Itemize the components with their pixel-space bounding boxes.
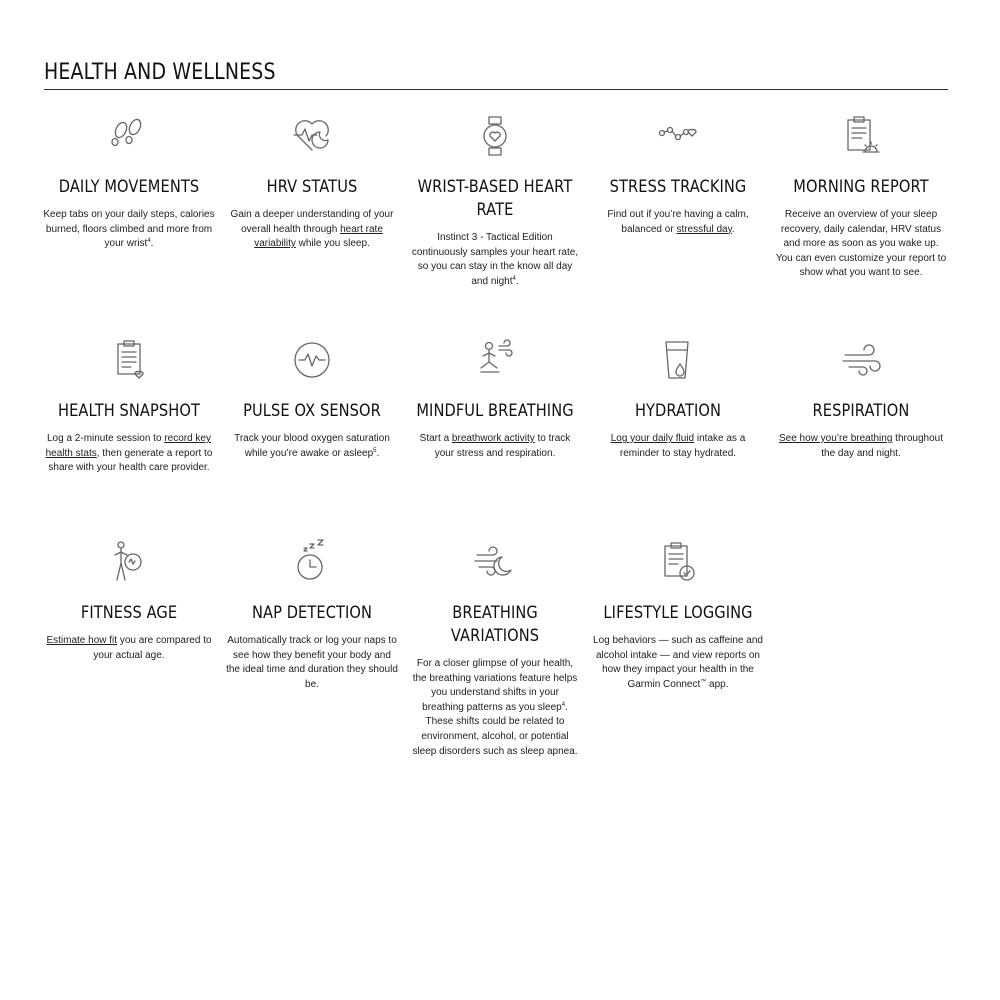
card-mindful-breathing: [409, 338, 581, 461]
breathwork-activity-link[interactable]: breathwork activity: [451, 433, 535, 444]
card-stress-tracking: [592, 114, 764, 237]
card-fitness-age: [43, 540, 215, 663]
card-pulse-ox-sensor: [226, 338, 398, 461]
card-title: BREATHING VARIATIONS: [450, 603, 540, 646]
wind-icon: [839, 338, 883, 382]
meditation-icon: [473, 338, 517, 382]
card-title: WRIST-BASED HEART RATE: [417, 177, 573, 220]
card-description: Estimate how fit you are compared to your actual age.: [46, 635, 212, 661]
water-glass-icon: [656, 338, 700, 382]
card-description: See how you’re breathing throughout the day and night.: [778, 433, 944, 459]
card-description: Instinct 3 - Tactical Edition continuously samples your heart rate, so you can stay in the know all day and night$^4$.: [411, 232, 579, 287]
card-description: For a closer glimpse of your health, the breathing variations feature helps you understand shifts in your breathing patterns as you sleep$^4$. These shifts could be related to environment, alcohol, or potential sleep disorders such as sleep apnea.: [412, 658, 578, 757]
card-health-snapshot: [43, 338, 215, 476]
stressful-day-link[interactable]: stressful day: [676, 223, 732, 235]
heart-rate-moon-icon: [290, 114, 334, 158]
section-title: HEALTH AND WELLNESS: [44, 60, 276, 85]
card-title: HRV STATUS: [266, 177, 358, 197]
nap-clock-icon: [290, 540, 334, 584]
heart-rate-variability-link[interactable]: heart rate variability: [254, 223, 383, 250]
card-nap-detection: [226, 540, 398, 692]
card-title: FITNESS AGE: [80, 603, 178, 623]
card-description: Automatically track or log your naps to see how they benefit your body and the ideal time and duration they should be.: [226, 635, 398, 690]
card-description: Receive an overview of your sleep recovery, daily calendar, HRV status and more as soon as you wake up. You can even customize your report to show what you want to see.: [775, 209, 947, 279]
estimate-how-fit-link[interactable]: Estimate how fit: [46, 635, 118, 646]
card-description: Find out if you’re having a calm, balanced or stressful day.: [607, 209, 749, 235]
card-title: MINDFUL BREATHING: [416, 401, 574, 421]
card-description: Track your blood oxygen saturation while you’re awake or asleep$^5$.: [234, 433, 390, 459]
card-title: DAILY MOVEMENTS: [58, 177, 200, 197]
card-title: STRESS TRACKING: [609, 177, 747, 197]
clipboard-sunrise-icon: [839, 114, 883, 158]
footprints-icon: [107, 114, 151, 158]
card-description: Keep tabs on your daily steps, calories burned, floors climbed and more from your wrist$^4$.: [43, 209, 215, 250]
card-description: Log behaviors — such as caffeine and alcohol intake — and view reports on how they impact your health in the Garmin Connect™ app.: [593, 635, 763, 690]
watch-heart-icon: [473, 114, 517, 158]
card-description: Log your daily fluid intake as a reminder to stay hydrated.: [610, 433, 746, 459]
pulse-ox-icon: [290, 338, 334, 382]
card-wrist-based-heart-rate: [409, 114, 581, 289]
card-title: LIFESTYLE LOGGING: [603, 603, 753, 623]
card-hrv-status: [226, 114, 398, 252]
card-title: HEALTH SNAPSHOT: [58, 401, 200, 421]
card-description: Gain a deeper understanding of your overall health through heart rate variability while you sleep.: [230, 209, 394, 250]
card-title: HYDRATION: [634, 401, 722, 421]
log-daily-fluid-link[interactable]: Log your daily fluid: [610, 433, 695, 444]
card-title: PULSE OX SENSOR: [243, 401, 381, 421]
card-morning-report: [775, 114, 947, 281]
section-divider: [44, 89, 948, 90]
card-title: RESPIRATION: [812, 401, 910, 421]
card-hydration: [592, 338, 764, 461]
card-respiration: [775, 338, 947, 461]
card-daily-movements: [43, 114, 215, 252]
see-how-youre-breathing-link[interactable]: See how you’re breathing: [778, 433, 893, 444]
fitness-age-icon: [107, 540, 151, 584]
card-title: NAP DETECTION: [251, 603, 373, 623]
clipboard-check-icon: [656, 540, 700, 584]
clipboard-heart-icon: [107, 338, 151, 382]
breathing-moon-icon: [473, 540, 517, 584]
card-description: Start a breathwork activity to track your stress and respiration.: [419, 433, 571, 459]
card-lifestyle-logging: [592, 540, 764, 692]
card-breathing-variations: [409, 540, 581, 759]
record-key-health-stats-link[interactable]: record key health stats: [45, 433, 211, 459]
card-description: Log a 2-minute session to record key health stats, then generate a report to share with your health care provider.: [45, 433, 213, 474]
card-title: MORNING REPORT: [793, 177, 929, 197]
stress-wave-icon: [656, 114, 700, 158]
